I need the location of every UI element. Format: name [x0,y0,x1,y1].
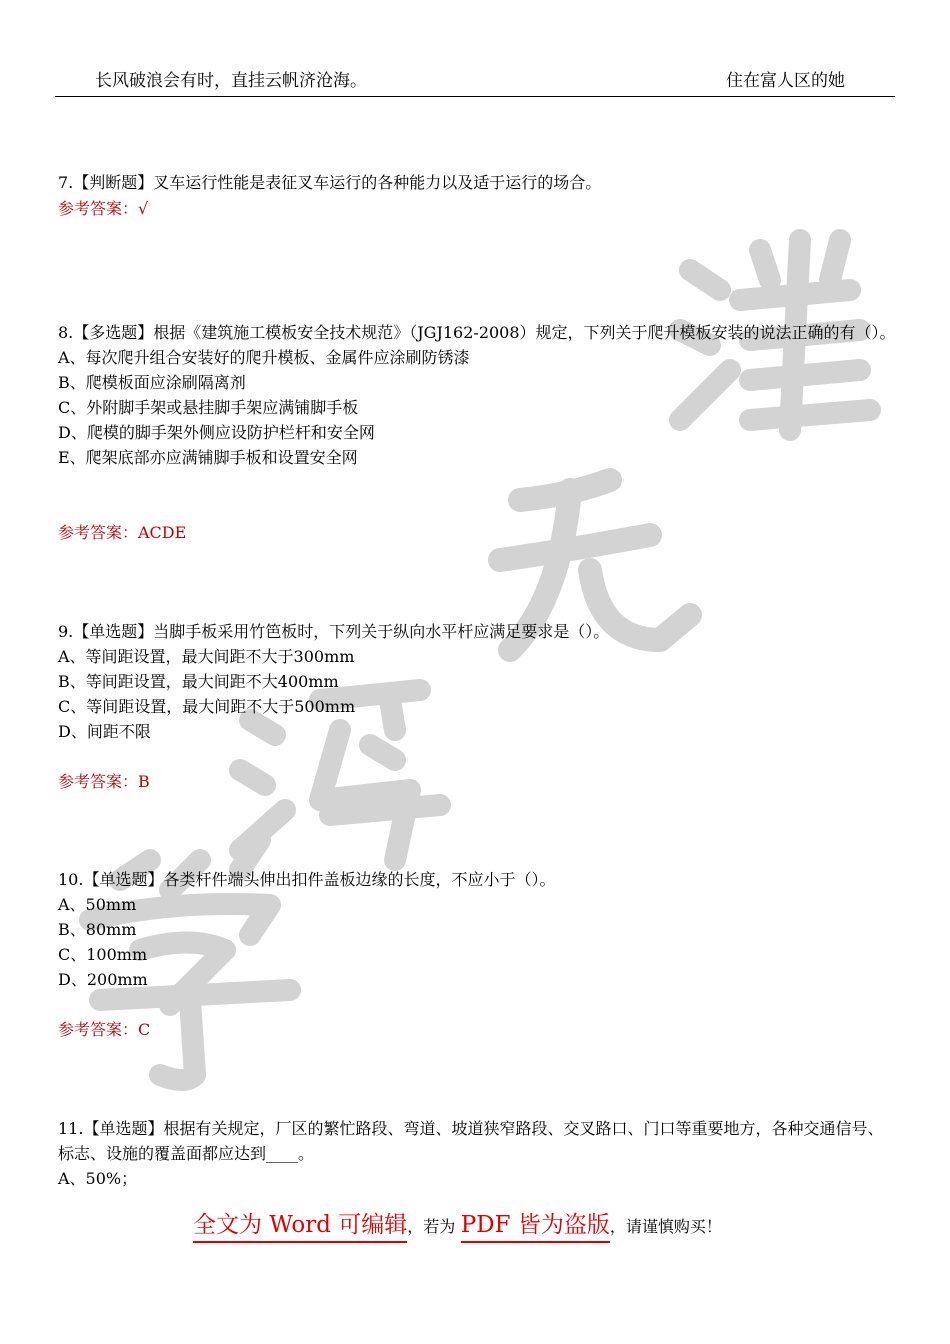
option-c: C、外附脚手架或悬挂脚手架应满铺脚手板 [58,398,359,417]
option-d: D、间距不限 [58,722,151,741]
answer-8: 参考答案：ACDE [58,523,187,542]
question-stem: 9.【单选题】当脚手板采用竹笆板时，下列关于纵向水平杆应满足要求是（）。 [58,622,610,641]
option-a: A、50mm [58,895,137,914]
option-b: B、等间距设置，最大间距不大400mm [58,672,339,691]
question-9 [58,619,898,744]
option-d: D、爬模的脚手架外侧应设防护栏杆和安全网 [58,423,375,442]
option-e: E、爬架底部亦应满铺脚手板和设置安全网 [58,448,358,467]
answer-7: 参考答案：√ [58,199,149,218]
question-stem: 11.【单选题】根据有关规定，厂区的繁忙路段、弯道、坡道狭窄路段、交叉路口、门口等重要地方，各种交通信号、标志、设施的覆盖面都应达到____。 [58,1119,884,1163]
footer-pdf-pirated: PDF 皆为盗版 [461,1212,610,1243]
answer-9: 参考答案：B [58,772,150,791]
question-11 [58,1116,898,1191]
option-a: A、每次爬升组合安装好的爬升模板、金属件应涂刷防锈漆 [58,348,470,367]
footer-text-1: ，若为 [407,1217,456,1236]
option-c: C、100mm [58,945,148,964]
question-stem: 7.【判断题】叉车运行性能是表征叉车运行的各种能力以及适于运行的场合。 [58,173,602,192]
option-d: D、200mm [58,970,148,989]
footer-word-editable: 全文为 Word 可编辑 [193,1212,407,1243]
question-stem: 8.【多选题】根据《建筑施工模板安全技术规范》（JGJ162-2008）规定，下列关于爬升模板安装的说法正确的有（）。 [58,323,896,342]
option-a: A、50%； [58,1169,138,1188]
option-c: C、等间距设置，最大间距不大于500mm [58,697,356,716]
question-stem: 10.【单选题】各类杆件端头伸出扣件盖板边缘的长度，不应小于（）。 [58,870,556,889]
option-b: B、爬模板面应涂刷隔离剂 [58,373,246,392]
option-a: A、等间距设置，最大间距不大于300mm [58,647,355,666]
header-author: 住在富人区的她 [726,71,845,91]
question-8 [58,320,898,470]
footer-notice [193,1206,813,1246]
option-b: B、80mm [58,920,137,939]
question-10 [58,867,898,992]
page-header [55,62,895,97]
footer-text-2: ，请谨慎购买！ [609,1217,722,1236]
question-7 [58,170,898,195]
answer-10: 参考答案：C [58,1020,151,1039]
header-motto: 长风破浪会有时，直挂云帆济沧海。 [95,71,367,91]
